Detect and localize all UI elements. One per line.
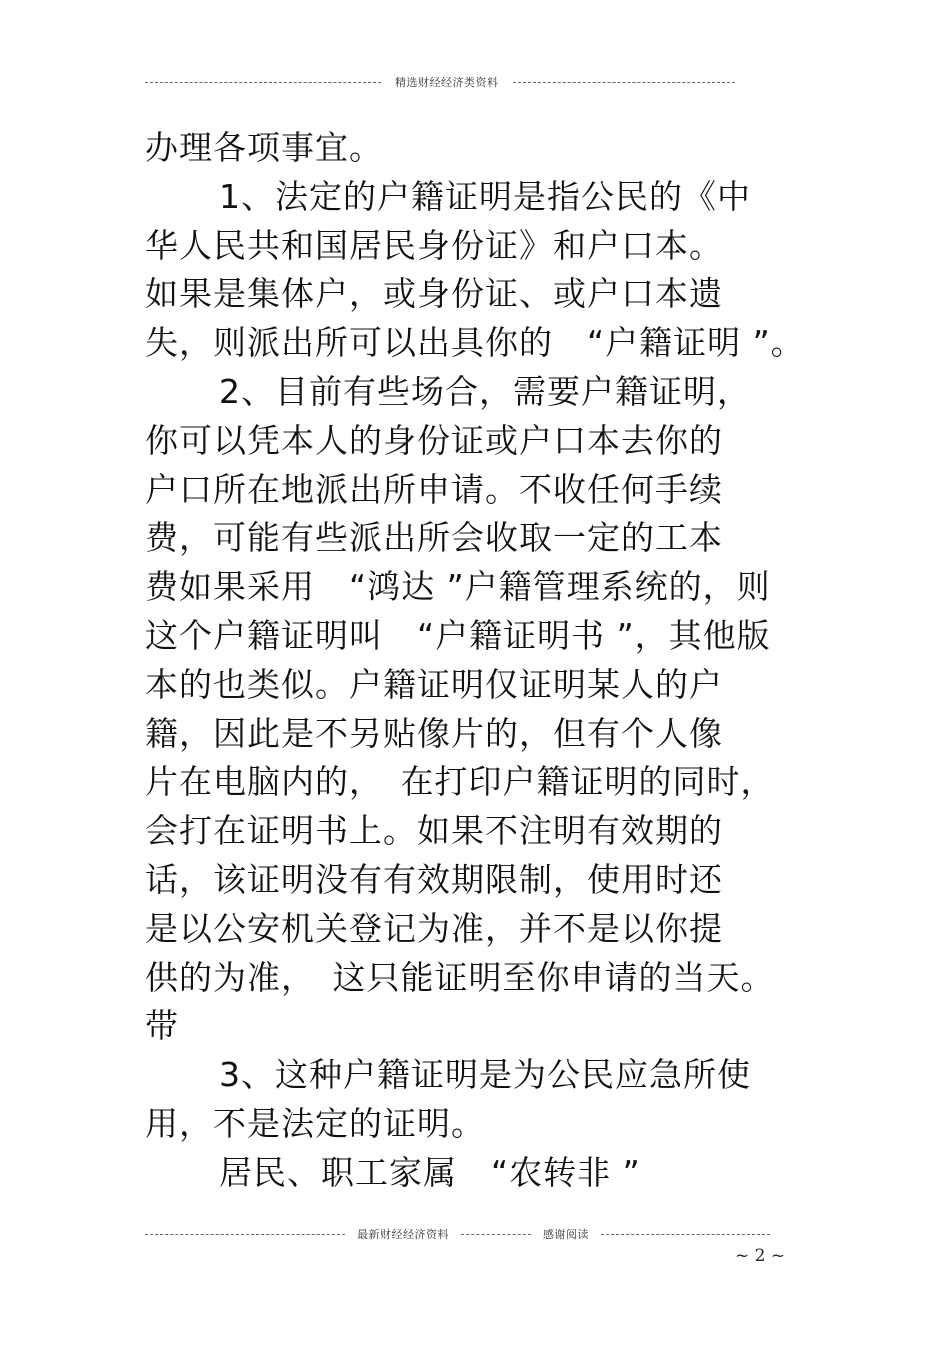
body-line: 片在电脑内的， 在打印户籍证明的同时，	[145, 762, 775, 802]
body-line: 供的为准， 这只能证明至你申请的当天。	[145, 957, 775, 997]
body-line: 费，可能有些派出所会收取一定的工本	[145, 518, 723, 558]
body-line: 2、目前有些场合，需要户籍证明，	[219, 371, 751, 411]
footer-divider	[145, 1234, 345, 1235]
footer-divider	[461, 1234, 531, 1235]
body-line: 费如果采用 “鸿达 ”户籍管理系统的，则	[145, 567, 771, 607]
body-line: 是以公安机关登记为准，并不是以你提	[145, 908, 723, 948]
body-line: 籍，因此是不另贴像片的，但有个人像	[145, 713, 723, 753]
body-line: 失，则派出所可以出具你的 “户籍证明 ”。	[145, 323, 805, 363]
body-line: 你可以凭本人的身份证或户口本去你的	[145, 420, 723, 460]
body-line: 本的也类似。户籍证明仅证明某人的户	[145, 664, 723, 704]
header-divider-left	[145, 82, 381, 83]
body-line: 1、法定的户籍证明是指公民的《中	[219, 176, 751, 216]
page-footer	[145, 1224, 770, 1244]
footer-right-label: 感谢阅读	[543, 1228, 589, 1241]
document-body	[145, 124, 825, 1198]
page-header	[145, 72, 735, 92]
body-line: 带	[145, 1006, 179, 1046]
body-line: 3、这种户籍证明是为公民应急所使	[219, 1055, 751, 1095]
body-line: 这个户籍证明叫 “户籍证明书 ”，其他版	[145, 615, 771, 655]
header-divider-right	[513, 82, 736, 83]
body-line: 户口所在地派出所申请。不收任何手续	[145, 469, 723, 509]
body-line: 华人民共和国居民身份证》和户口本。	[145, 225, 723, 265]
body-line: 用，不是法定的证明。	[145, 1103, 485, 1143]
body-line: 如果是集体户，或身份证、或户口本遗	[145, 274, 723, 314]
header-title: 精选财经经济类资料	[395, 76, 499, 89]
body-line: 居民、职工家属 “农转非 ”	[219, 1152, 641, 1192]
body-line: 话，该证明没有有效期限制，使用时还	[145, 859, 723, 899]
page-number: ~ 2 ~	[735, 1246, 786, 1266]
footer-left-label: 最新财经经济资料	[357, 1228, 449, 1241]
body-line: 办理各项事宜。	[145, 128, 383, 167]
footer-divider	[601, 1234, 770, 1235]
body-line: 会打在证明书上。如果不注明有效期的	[145, 811, 723, 851]
